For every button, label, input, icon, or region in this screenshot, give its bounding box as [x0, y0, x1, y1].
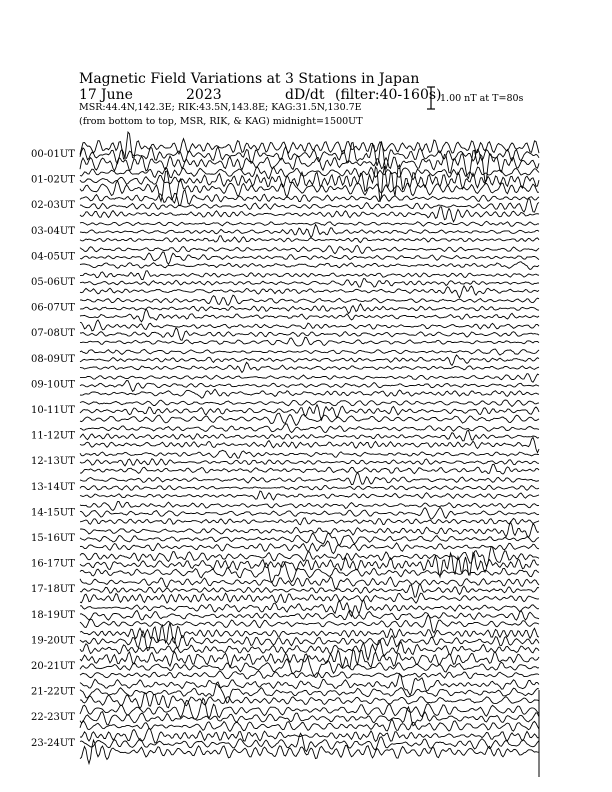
trace-kag-10-11ut — [80, 400, 539, 407]
trace-kag-02-03ut — [80, 190, 539, 206]
date-year: 2023 — [186, 87, 222, 103]
hour-label: 10-11UT — [31, 405, 75, 416]
trace-msr-06-07ut — [80, 309, 539, 322]
chart-title: Magnetic Field Variations at 3 Stations in Japan — [79, 71, 420, 87]
trace-msr-11-12ut — [80, 437, 539, 452]
trace-msr-12-13ut — [80, 464, 539, 474]
trace-rik-17-18ut — [80, 584, 539, 597]
trace-kag-17-18ut — [80, 577, 539, 589]
hour-label: 21-22UT — [31, 686, 75, 698]
trace-rik-11-12ut — [80, 430, 539, 440]
hour-label: 16-17UT — [31, 558, 75, 570]
trace-kag-15-16ut — [80, 522, 539, 538]
trace-msr-17-18ut — [80, 593, 539, 603]
trace-rik-06-07ut — [80, 304, 539, 314]
date-day: 17 — [79, 87, 97, 103]
trace-rik-07-08ut — [80, 328, 539, 341]
hour-label: 06-07UT — [31, 302, 75, 314]
hour-label: 00-01UT — [31, 149, 75, 160]
hour-label: 03-04UT — [31, 225, 75, 237]
hour-label: 15-16UT — [31, 533, 75, 544]
trace-rik-20-21ut — [80, 654, 539, 678]
hour-label: 19-20UT — [31, 635, 75, 647]
trace-kag-08-09ut — [80, 349, 539, 355]
trace-kag-07-08ut — [80, 320, 539, 331]
station-coordinates: MSR:44.4N,142.3E; RIK:43.5N,143.8E; KAG:31.5N,130.7E — [79, 102, 362, 113]
hour-label: 23-24UT — [31, 737, 75, 749]
trace-rik-09-10ut — [80, 381, 539, 392]
trace-kag-09-10ut — [80, 374, 539, 383]
trace-rik-16-17ut — [80, 553, 539, 577]
trace-rik-03-04ut — [80, 225, 539, 238]
trace-rik-10-11ut — [80, 405, 539, 420]
trace-rik-13-14ut — [80, 485, 539, 490]
trace-kag-12-13ut — [80, 450, 539, 458]
trace-kag-14-15ut — [80, 502, 539, 511]
hour-label: 08-09UT — [31, 353, 75, 365]
trace-msr-14-15ut — [80, 518, 539, 525]
trace-kag-22-23ut — [80, 698, 539, 719]
trace-kag-03-04ut — [80, 221, 539, 226]
trace-rik-04-05ut — [80, 252, 539, 264]
hour-label: 13-14UT — [31, 481, 75, 493]
hour-label: 20-21UT — [31, 661, 75, 672]
trace-kag-11-12ut — [80, 424, 539, 433]
hour-label: 12-13UT — [31, 456, 75, 468]
trace-msr-13-14ut — [80, 491, 539, 500]
scale-bar — [427, 87, 435, 109]
trace-msr-08-09ut — [80, 362, 539, 372]
trace-msr-20-21ut — [80, 671, 539, 679]
station-order-note: (from bottom to top, MSR, RIK, & KAG) midnight=1500UT — [79, 116, 363, 127]
trace-msr-04-05ut — [80, 262, 539, 270]
trace-msr-07-08ut — [80, 337, 539, 346]
hour-label: 14-15UT — [31, 507, 75, 519]
trace-rik-12-13ut — [80, 459, 539, 466]
hour-label: 04-05UT — [31, 251, 75, 263]
hour-label: 11-12UT — [31, 430, 75, 442]
quantity-label: dD/dt — [285, 87, 325, 103]
hour-label: 05-06UT — [31, 277, 75, 288]
trace-kag-06-07ut — [80, 295, 539, 305]
trace-rik-18-19ut — [80, 610, 539, 620]
trace-msr-03-04ut — [80, 236, 539, 243]
hour-label: 17-18UT — [31, 584, 75, 596]
trace-rik-15-16ut — [80, 533, 539, 545]
date-month: June — [101, 87, 133, 103]
trace-msr-09-10ut — [80, 389, 539, 398]
hour-label: 22-23UT — [31, 712, 75, 724]
hour-label: 02-03UT — [31, 200, 75, 212]
filter-label: (filter:40-160s) — [335, 87, 442, 103]
trace-kag-13-14ut — [80, 472, 539, 484]
trace-msr-10-11ut — [80, 413, 539, 425]
trace-rik-08-09ut — [80, 355, 539, 365]
trace-kag-04-05ut — [80, 246, 539, 254]
hour-label: 18-19UT — [31, 609, 75, 621]
scale-bar-label: 1.00 nT at T=80s — [440, 93, 524, 104]
hour-label: 01-02UT — [31, 174, 75, 186]
trace-msr-05-06ut — [80, 286, 539, 298]
trace-kag-05-06ut — [80, 271, 539, 280]
trace-rik-02-03ut — [80, 198, 539, 212]
trace-rik-14-15ut — [80, 507, 539, 519]
hour-label: 09-10UT — [31, 379, 75, 391]
trace-rik-05-06ut — [80, 279, 539, 287]
hour-label: 07-08UT — [31, 328, 75, 340]
